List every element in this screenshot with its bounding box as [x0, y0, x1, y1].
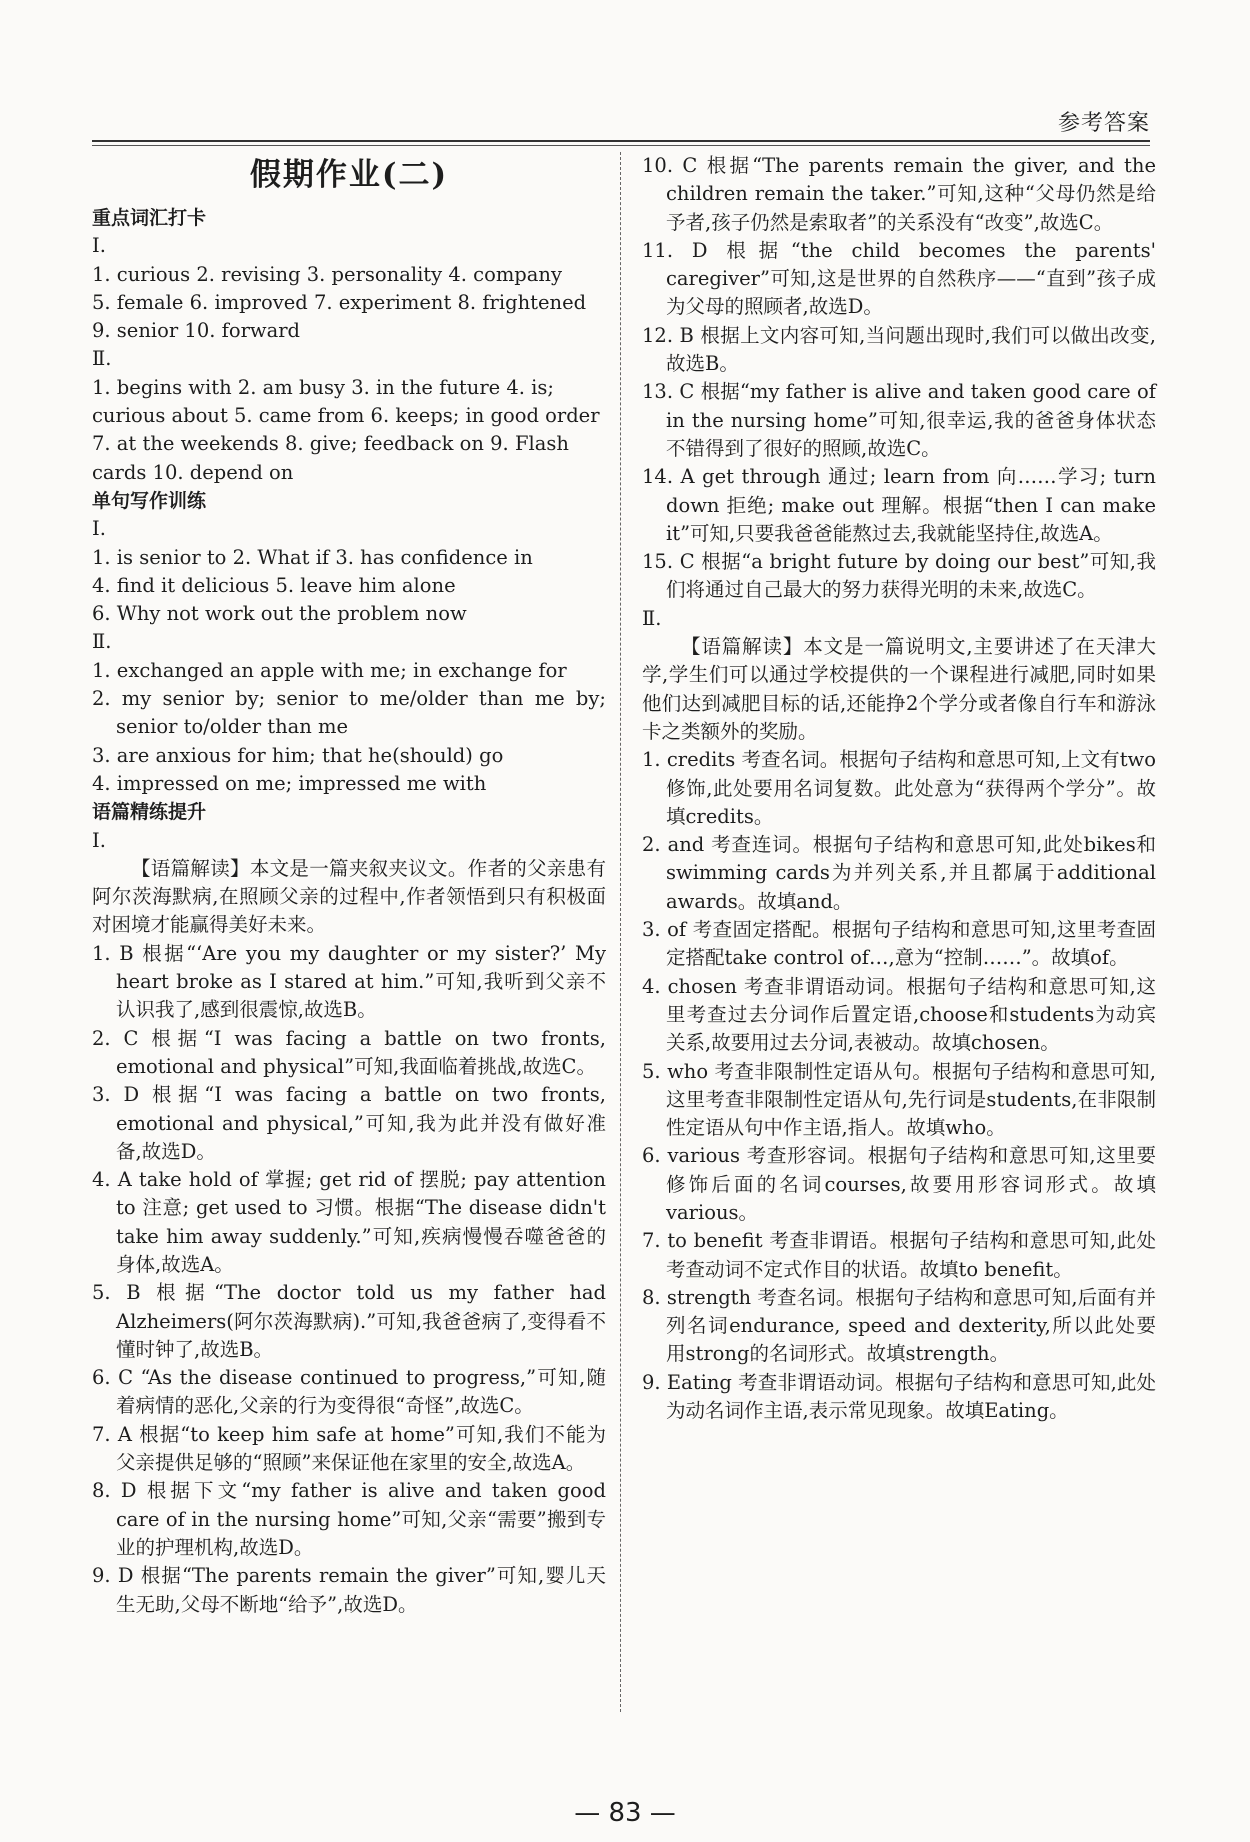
roman-numeral: Ⅱ. [92, 347, 112, 371]
answer-item: 10. C 根据“The parents remain the giver, and the children remain the taker.”可知,这种“父母仍然是给予者,孩子仍然是索取者”的关系没有“改变”,故选C。 [642, 154, 1156, 234]
answer-item: 3. of 考查固定搭配。根据句子结构和意思可知,这里考查固定搭配take control of…,意为“控制……”。故填of。 [642, 918, 1156, 970]
roman-numeral: Ⅱ. [642, 606, 662, 630]
answer-line: 9. senior 10. forward [92, 319, 301, 343]
section-heading: 单句写作训练 [92, 489, 207, 512]
roman-numeral: Ⅰ. [92, 234, 106, 258]
roman-numeral: Ⅱ. [92, 630, 112, 654]
roman-numeral: Ⅰ. [92, 828, 106, 852]
page-title: 假期作业(二) [249, 157, 449, 193]
answer-item: 13. C 根据“my father is alive and taken good care of in the nursing home”可知,很幸运,我的爸爸身体状态不错得到了很好的照顾,故选C。 [642, 380, 1156, 460]
section-heading: 语篇精练提升 [92, 801, 207, 824]
page-number: — 83 — [574, 1798, 676, 1828]
answer-item: 6. C “As the disease continued to progress,”可知,随着病情的恶化,父亲的行为变得很“奇怪”,故选C。 [92, 1366, 606, 1418]
roman-numeral: Ⅰ. [92, 517, 106, 541]
answer-line: 1. begins with 2. am busy 3. in the future 4. is; curious about 5. came from 6. keeps; in good order 7. at the weekends 8. give; feedback on 9. Flash cards 10. depend on [92, 375, 600, 484]
answer-item: 6. various 考查形容词。根据句子结构和意思可知,这里要修饰后面的名词courses,故要用形容词形式。故填various。 [642, 1144, 1156, 1224]
answer-item: 12. B 根据上文内容可知,当问题出现时,我们可以做出改变,故选B。 [642, 323, 1156, 376]
answer-item: 2. and 考查连词。根据句子结构和意思可知,此处bikes和swimming cards为并列关系,并且都属于additional awards。故填and。 [642, 833, 1156, 913]
answer-item: 1. credits 考查名词。根据句子结构和意思可知,上文有two修饰,此处要用名词复数。此处意为“获得两个学分”。故填credits。 [642, 748, 1156, 828]
answer-item: 7. A 根据“to keep him safe at home”可知,我们不能为父亲提供足够的“照顾”来保证他在家里的安全,故选A。 [92, 1422, 606, 1475]
answer-item: 11. D 根据“the child becomes the parents' caregiver”可知,这是世界的自然秩序——“直到”孩子成为父母的照顾者,故选D。 [642, 238, 1156, 319]
answer-item: 3. are anxious for him; that he(should) go [92, 743, 504, 767]
answer-line: 6. Why not work out the problem now [92, 602, 467, 626]
answer-item: 8. D 根据下文“my father is alive and taken good care of in the nursing home”可知,父亲“需要”搬到专业的护理机构,故选D。 [92, 1479, 606, 1559]
answer-line: 1. curious 2. revising 3. personality 4. company [92, 262, 562, 286]
answer-line: 1. is senior to 2. What if 3. has confidence in [92, 545, 533, 569]
section-heading: 重点词汇打卡 [92, 207, 207, 229]
answer-item: 5. B 根据“The doctor told us my father had Alzheimers(阿尔茨海默病).”可知,我爸爸病了,变得看不懂时钟了,故选B。 [92, 1281, 606, 1361]
column-divider [620, 152, 621, 1712]
answer-item: 4. A take hold of 掌握; get rid of 摆脱; pay attention to 注意; get used to 习惯。根据“The disease didn't take him away suddenly.”可知,疾病慢慢吞噬爸爸的身体,故选A。 [92, 1168, 606, 1276]
answer-line: 5. female 6. improved 7. experiment 8. frightened [92, 290, 587, 314]
answer-line: 4. find it delicious 5. leave him alone [92, 573, 456, 597]
passage-intro: 【语篇解读】本文是一篇说明文,主要讲述了在天津大学,学生们可以通过学校提供的一个课程进行减肥,同时如果他们达到减肥目标的话,还能挣2个学分或者像自行车和游泳卡之类额外的奖励。 [642, 635, 1156, 743]
header-rule-thin [92, 145, 1150, 146]
right-column [642, 152, 1156, 1425]
answer-item: 5. who 考查非限制性定语从句。根据句子结构和意思可知,这里考查非限制性定语从句,先行词是students,在非限制性定语从句中作主语,指人。故填who。 [642, 1059, 1156, 1140]
answer-item: 14. A get through 通过; learn from 向……学习; turn down 拒绝; make out 理解。根据“then I can make it”可知,只要我爸爸能熬过去,我就能坚持住,故选A。 [642, 465, 1156, 545]
answer-item: 9. Eating 考查非谓语动词。根据句子结构和意思可知,此处为动名词作主语,表示常见现象。故填Eating。 [642, 1370, 1156, 1423]
right-column-body [642, 152, 1156, 1425]
left-column-body [92, 204, 606, 1619]
answer-item: 1. exchanged an apple with me; in exchange for [92, 658, 567, 682]
answer-item: 1. B 根据“‘Are you my daughter or my sister?’ My heart broke as I stared at him.”可知,我听到父亲不认识我了,感到很震惊,故选B。 [92, 941, 606, 1022]
left-column [92, 152, 606, 1619]
answer-item: 7. to benefit 考查非谓语。根据句子结构和意思可知,此处考查动词不定式作目的状语。故填to benefit。 [642, 1229, 1156, 1281]
passage-intro: 【语篇解读】本文是一篇夹叙夹议文。作者的父亲患有阿尔茨海默病,在照顾父亲的过程中,作者领悟到只有积极面对困境才能赢得美好未来。 [92, 856, 606, 937]
answer-item: 2. my senior by; senior to me/older than me by; senior to/older than me [92, 687, 606, 739]
answer-item: 15. C 根据“a bright future by doing our best”可知,我们将通过自己最大的努力获得光明的未来,故选C。 [642, 550, 1156, 602]
answer-item: 4. chosen 考查非谓语动词。根据句子结构和意思可知,这里考查过去分词作后置定语,choose和students为动宾关系,故要用过去分词,表被动。故填chosen。 [642, 974, 1156, 1055]
answer-item: 4. impressed on me; impressed me with [92, 771, 487, 795]
answer-item: 2. C 根据“I was facing a battle on two fronts, emotional and physical”可知,我面临着挑战,故选C。 [92, 1026, 606, 1078]
header-label: 参考答案 [1057, 111, 1150, 136]
answer-item: 9. D 根据“The parents remain the giver”可知,婴儿天生无助,父母不断地“给予”,故选D。 [92, 1564, 606, 1616]
answer-item: 8. strength 考查名词。根据句子结构和意思可知,后面有并列名词endurance, speed and dexterity,所以此处要用strong的名词形式。故填strength。 [642, 1285, 1156, 1366]
header-rule [92, 140, 1150, 142]
answer-item: 3. D 根据“I was facing a battle on two fronts, emotional and physical,”可知,我为此并没有做好准备,故选D。 [92, 1083, 606, 1163]
